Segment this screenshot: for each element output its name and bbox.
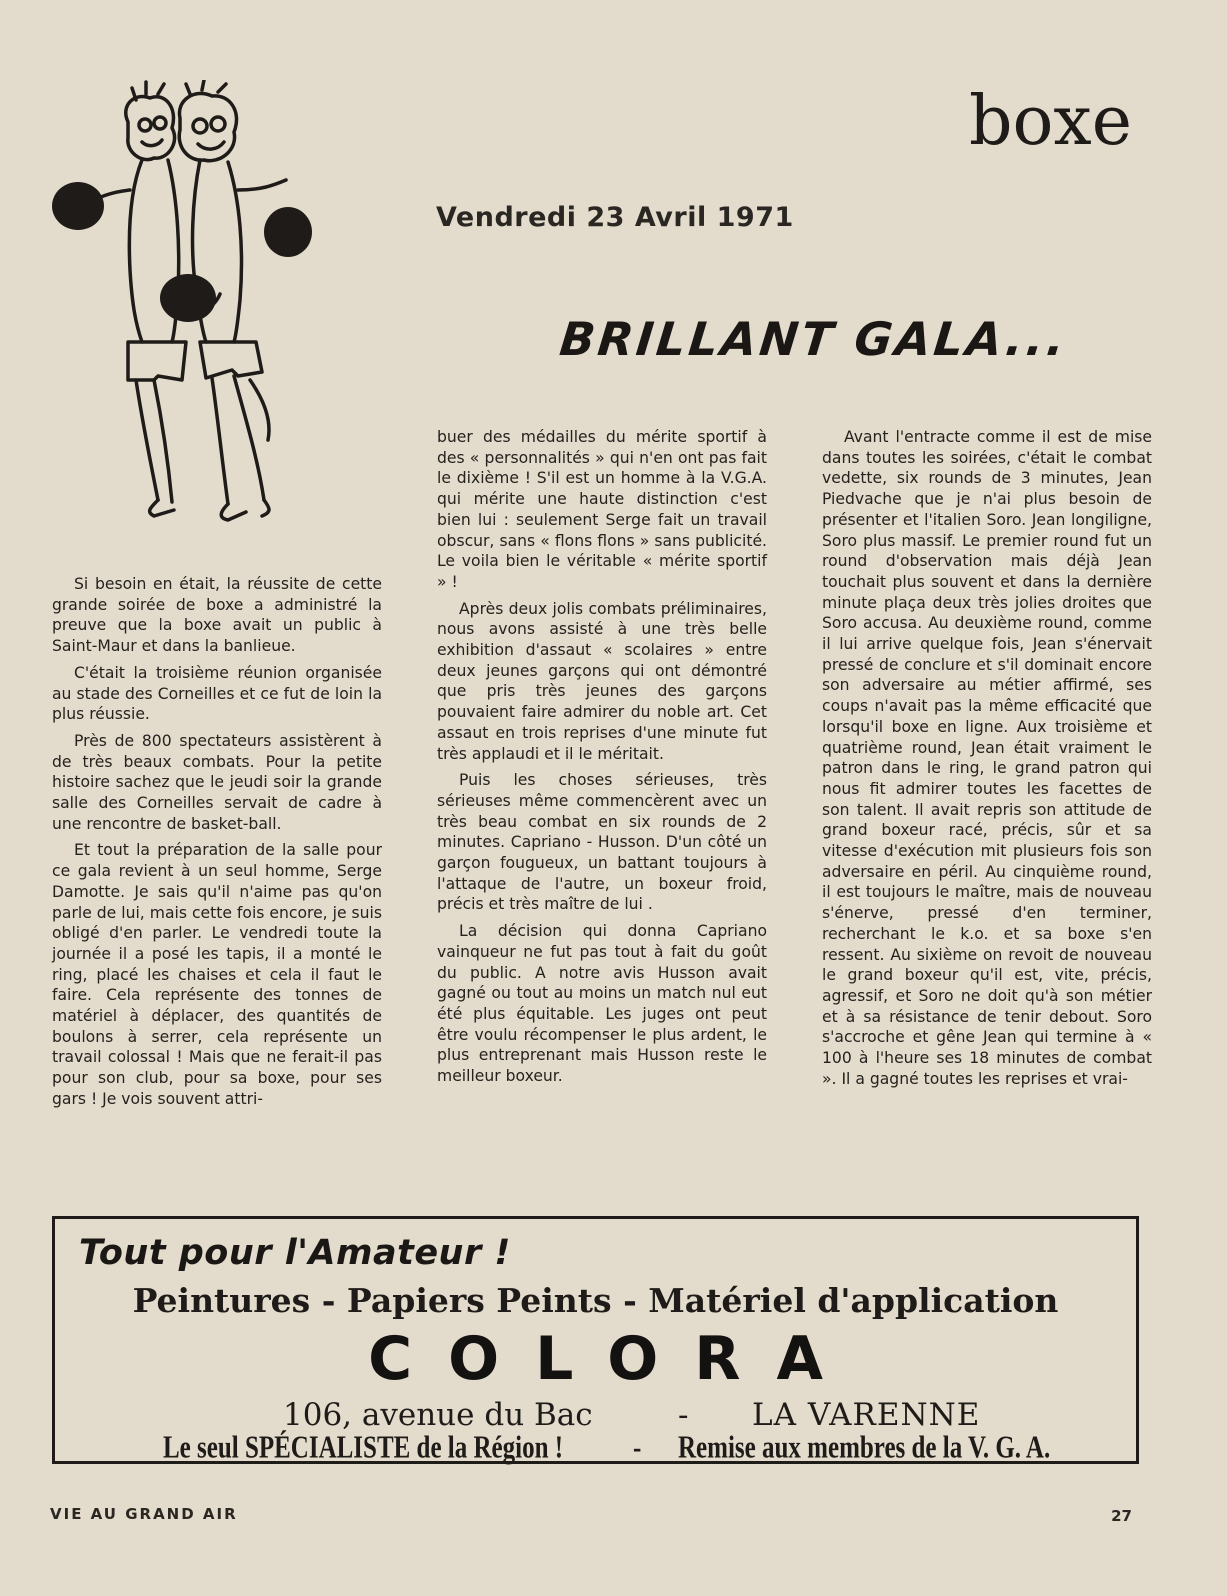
article-dateline: Vendredi 23 Avril 1971 xyxy=(436,202,794,233)
ad-separator: - xyxy=(633,1431,642,1465)
article-column-1 xyxy=(52,574,382,1116)
ad-products: Peintures - Papiers Peints - Matériel d'application xyxy=(132,1281,1059,1320)
ad-address: 106, avenue du Bac xyxy=(283,1397,593,1433)
magazine-name: VIE AU GRAND AIR xyxy=(50,1505,238,1523)
ad-city: LA VARENNE xyxy=(752,1397,981,1433)
article-column-2 xyxy=(437,427,767,1093)
paragraph: buer des médailles du mérite sportif à des « personnalités » qui n'en ont pas fait le dixième ! S'il est un homme à la V.G.A. qui mérite une haute distinction c'est bien lui : seulement Serge fait un travail obscur, sans « flons flons » sans publicité. Le voila bien le véritable « mérite sportif » ! xyxy=(437,428,767,591)
paragraph: Puis les choses sérieuses, très sérieuses même commencèrent avec un très beau combat en six rounds de 2 minutes. Capriano - Husson. D'un côté un garçon fougueux, un battant toujours à l'attaque de l'autre, un boxeur froid, précis et très maître de lui . xyxy=(437,771,767,914)
paragraph: La décision qui donna Capriano vainqueur ne fut pas tout à fait du goût du public. A notre avis Husson avait gagné ou tout au moins un match nul eut été plus équitable. Les juges ont peut être voulu récompenser le plus ardent, le plus entreprenant mais Husson reste le meilleur boxeur. xyxy=(437,922,767,1086)
ad-discount: Remise aux membres de la V. G. A. xyxy=(678,1431,1051,1465)
ad-specialist-claim: Le seul SPÉCIALISTE de la Région ! xyxy=(163,1431,564,1465)
paragraph: Et tout la préparation de la salle pour ce gala revient à un seul homme, Serge Damotte. Je sais qu'il n'aime pas qu'on parle de lui, mais cette fois encore, je suis obligé d'en parler. Le vendredi toute la journée il a posé les tapis, il a monté le ring, placé les chaises et cela il faut le faire. Cela représente des tonnes de matériel à déplacer, des quantités de boulons à serrer, cela représente un travail colossal ! Mais que ne ferait-il pas pour son club, pour sa boxe, pour ses gars ! Je vois souvent attri- xyxy=(52,841,382,1108)
paragraph: Si besoin en était, la réussite de cette grande soirée de boxe a administré la preuve que la boxe avait un public à Saint-Maur et dans la banlieue. xyxy=(52,575,382,656)
page-number: 27 xyxy=(1111,1507,1132,1525)
colora-advertisement xyxy=(52,1216,1139,1464)
boxers-cartoon-illustration xyxy=(50,80,330,540)
paragraph: Après deux jolis combats préliminaires, nous avons assisté à une très belle exhibition d'assaut « scolaires » entre deux jeunes garçons qui ont démontré que pris très jeunes des garçons pouvaient faire admirer du noble art. Cet assaut en trois reprises d'une minute fut très applaudi et il le méritait. xyxy=(437,599,767,763)
paragraph: C'était la troisième réunion organisée au stade des Corneilles et ce fut de loin la plus réussie. xyxy=(52,663,382,724)
section-title: boxe xyxy=(968,82,1132,161)
article-headline: BRILLANT GALA... xyxy=(557,312,1071,366)
ad-separator: - xyxy=(678,1397,689,1433)
ad-slogan: Tout pour l'Amateur ! xyxy=(79,1233,511,1273)
paragraph: Près de 800 spectateurs assistèrent à de très beaux combats. Pour la petite histoire sachez que le jeudi soir la grande salle des Corneilles servait de cadre à une rencontre de basket-ball. xyxy=(52,731,382,833)
ad-brand-name: COLORA xyxy=(368,1324,859,1394)
article-column-3 xyxy=(822,427,1152,1096)
paragraph: Avant l'entracte comme il est de mise dans toutes les soirées, c'était le combat vedette, six rounds de 3 minutes, Jean Piedvache que je n'ai plus besoin de présenter et l'italien Soro. Jean longiligne, Soro plus massif. Le premier round fut un round d'observation mais déjà Jean touchait plus souvent et dans la dernière minute plaça deux très jolies droites que Soro accusa. Au deuxième round, comme il lui arrive quelque fois, Jean s'énervait pressé de conclure et s'il dominait encore son adversaire au métier affirmé, ses coups n'avait pas la même efficacité que lorsqu'il boxe en ligne. Aux troisième et quatrième round, Jean était vraiment le patron dans le ring, le grand patron qui nous fit admirer toutes les facettes de son talent. Il avait repris son attitude de grand boxeur racé, précis, sûr et sa vitesse d'exécution mit plusieurs fois son adversaire en péril. Au cinquième round, il est toujours le maître, mais de nouveau s'énerve, pressé d'en terminer, recherchant le k.o. et sa boxe s'en ressent. Au sixième on revoit de nouveau le grand boxeur qu'il est, vite, précis, agressif, et Soro ne doit qu'à son métier et à sa résistance de tenir debout. Soro s'accroche et gêne Jean qui termine à « 100 à l'heure ses 18 minutes de combat ». Il a gagné toutes les reprises et vrai- xyxy=(822,428,1152,1088)
